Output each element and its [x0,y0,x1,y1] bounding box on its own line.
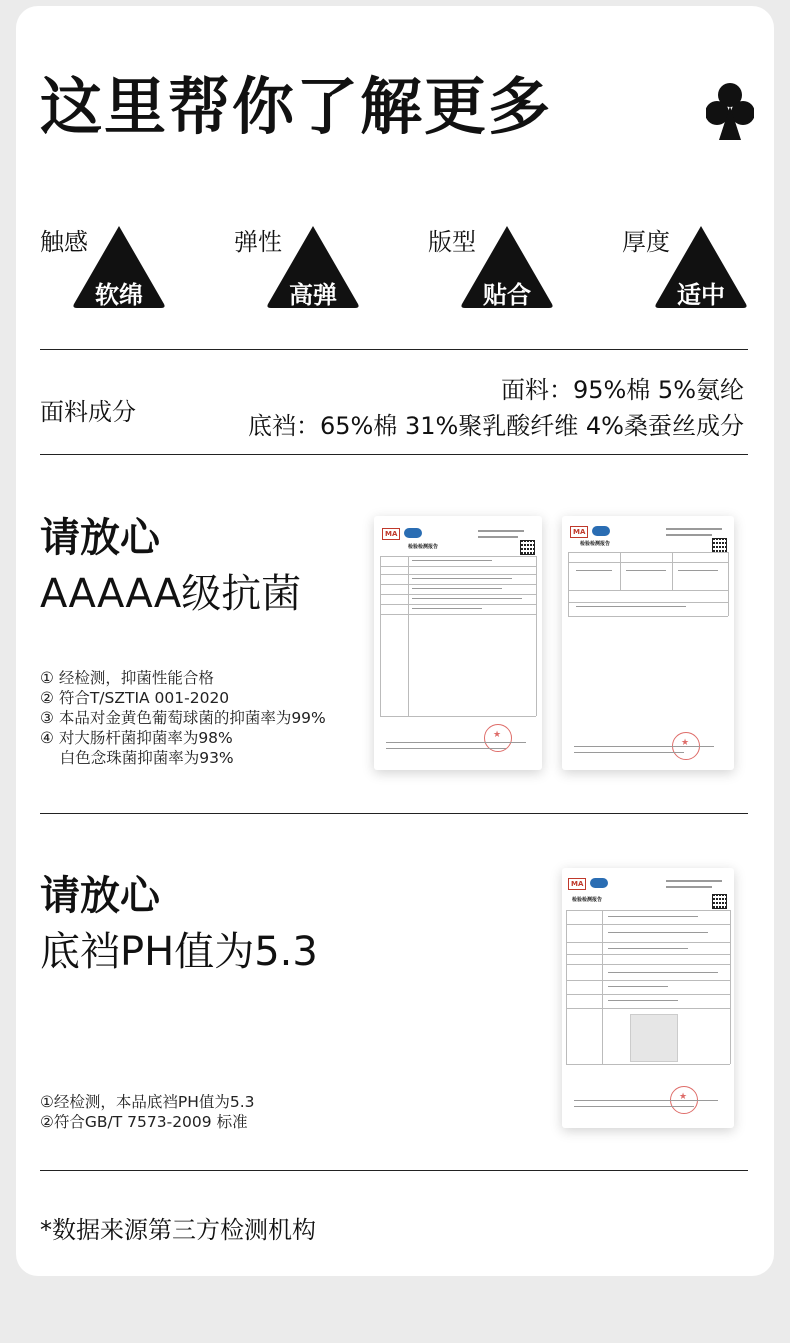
crotch-composition: 底裆：65%棉 31%聚乳酸纤维 4%桑蚕丝成分 [247,412,744,440]
fabric-label: 面料成分 [40,398,136,426]
ma-logo: MA [568,878,586,890]
report-title: 检验检测报告 [572,897,603,903]
attribute-label: 版型 [428,228,476,256]
attribute-label: 弹性 [234,228,282,256]
note-item: ③ 本品对金黄色葡萄球菌的抑菌率为99% [40,709,326,727]
fabric-composition: 面料：95%棉 5%氨纶 [500,376,744,404]
attribute-label: 触感 [40,228,88,256]
ph-notes [40,1092,255,1132]
qr-code-icon [520,540,535,555]
attribute-elasticity [234,222,374,312]
note-item: 白色念珠菌抑菌率为93% [40,749,234,767]
note-item: ② 符合T/SZTIA 001-2020 [40,689,230,707]
divider [40,813,748,814]
cnas-logo [590,878,608,888]
note-item: ① 经检测，抑菌性能合格 [40,669,214,687]
qr-code-icon [712,894,727,909]
attribute-touch [40,222,180,312]
ma-logo: MA [570,526,588,538]
note-item: ②符合GB/T 7573-2009 标准 [40,1113,248,1131]
note-item: ④ 对大肠杆菌抑菌率为98% [40,729,233,747]
antibacterial-title: 请放心 [40,515,160,561]
attribute-value: 适中 [677,281,725,309]
club-icon [706,82,754,142]
divider [40,454,748,455]
cnas-logo [592,526,610,536]
test-report-image [374,516,542,770]
ph-subtitle: 底裆PH值为5.3 [40,929,318,975]
antibacterial-subtitle: AAAAA级抗菌 [40,571,302,617]
attribute-thickness [622,222,762,312]
cnas-logo [404,528,422,538]
attribute-label: 厚度 [622,228,670,256]
test-report-image [562,868,734,1128]
antibacterial-notes [40,668,326,768]
divider [40,1170,748,1171]
page-title: 这里帮你了解更多 [40,70,553,143]
report-title: 检验检测报告 [580,541,611,547]
test-report-image [562,516,734,770]
attribute-value: 贴合 [483,281,531,309]
report-title: 检验检测报告 [408,544,439,550]
divider [40,349,748,350]
ma-logo: MA [382,528,400,540]
qr-code-icon [712,538,727,553]
attribute-value: 高弹 [289,281,337,309]
attribute-fit [428,222,568,312]
ph-title: 请放心 [40,873,160,919]
source-note: *数据来源第三方检测机构 [40,1216,316,1244]
attribute-value: 软绵 [95,281,143,309]
sample-photo [630,1014,678,1062]
note-item: ①经检测，本品底裆PH值为5.3 [40,1093,255,1111]
